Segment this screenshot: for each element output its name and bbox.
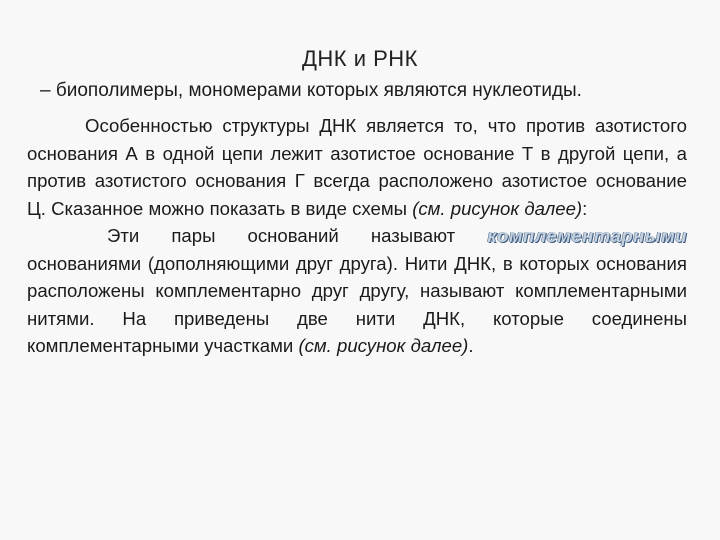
paragraph-1-text: Особенностью структуры ДНК является то, что против азотистого основания А в одной цепи лежит азотистое основание Т в другой цепи, а против азотистого основания Г всегда расположено азотистое основание Ц. Сказанное можно показать в виде схемы	[27, 115, 687, 219]
paragraph-1-end: :	[582, 197, 588, 219]
slide-body	[27, 112, 687, 360]
paragraph-2-figure-reference: (см. рисунок далее)	[298, 335, 469, 356]
paragraph-2-end: .	[468, 335, 474, 356]
slide-title: ДНК и РНК	[302, 46, 418, 71]
paragraph-2-before: Эти пары оснований называют	[107, 225, 488, 246]
paragraph-2-middle: основаниями (дополняющими друг друга). Нити ДНК, в которых основания расположены комплементарно друг другу, называют комплементарными нитями. На приведены две нити ДНК, которые соединены комплементарными участками	[27, 252, 687, 356]
highlighted-term: комплементарными	[487, 225, 687, 246]
paragraph-1	[27, 112, 687, 222]
paragraph-1-figure-reference: (см. рисунок далее)	[412, 197, 583, 219]
paragraph-2	[27, 222, 687, 360]
slide-subtitle: – биополимеры, мономерами которых являются нуклеотиды.	[40, 80, 582, 101]
